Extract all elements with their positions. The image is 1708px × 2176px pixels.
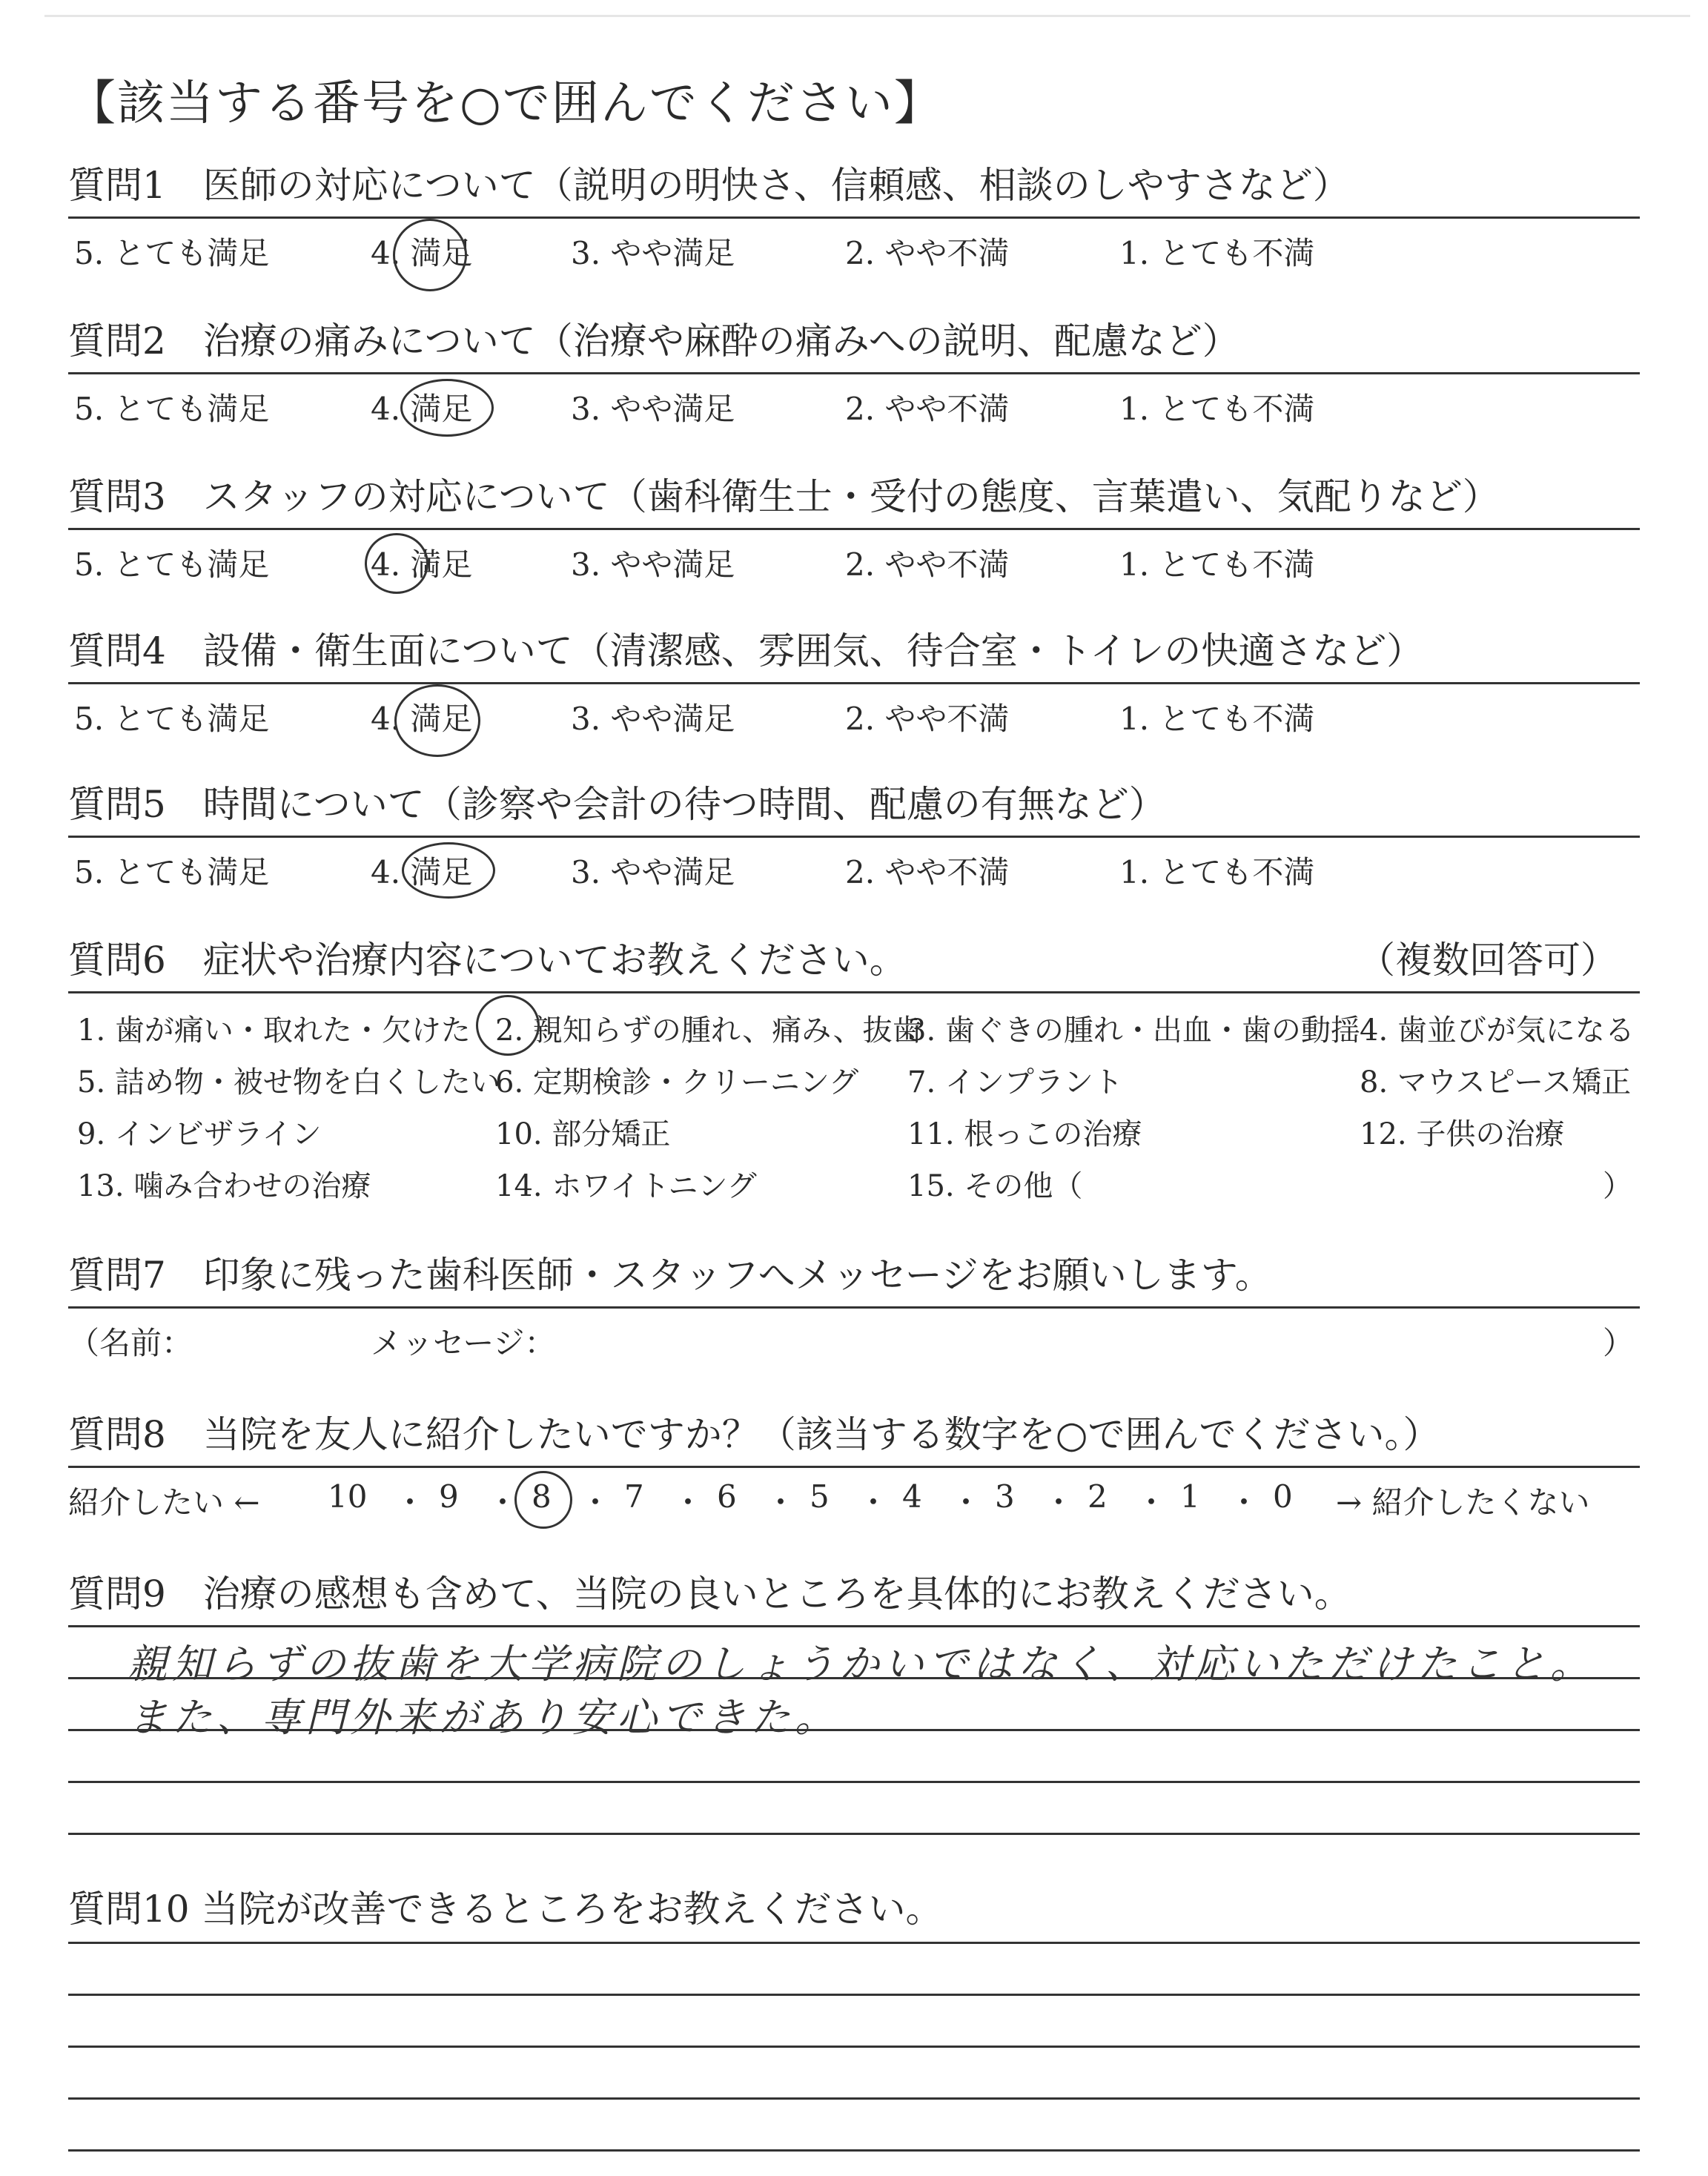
answer-line <box>68 2097 1640 2100</box>
answer-lines <box>68 1616 1640 1853</box>
question-7 <box>68 1253 1640 1363</box>
option-2[interactable]: 2. やや不満 <box>845 391 1010 427</box>
option-4[interactable]: 4. 満足 <box>371 701 473 737</box>
treatment-option[interactable]: 10. 部分矯正 <box>495 1117 671 1151</box>
option-3[interactable]: 3. やや満足 <box>571 854 735 890</box>
question-9 <box>68 1572 1640 1853</box>
selection-circle <box>394 684 480 757</box>
answer-line <box>68 1625 1640 1627</box>
scale-value[interactable]: 1 <box>1180 1478 1200 1515</box>
dot: ・ <box>394 1484 426 1521</box>
handwritten-answer-line-2: また、専門外来があり安心できた。 <box>128 1694 839 1741</box>
question-6-header <box>68 938 1640 982</box>
question-8-label: 質問8 当院を友人に紹介したいですか？（該当する数字を○で囲んでください。） <box>68 1413 1440 1456</box>
treatment-option-other[interactable]: 15. その他（ <box>907 1169 1083 1203</box>
dot: ・ <box>672 1484 704 1521</box>
question-2-label: 質問2 治療の痛みについて（治療や麻酔の痛みへの説明、配慮など） <box>68 320 1239 363</box>
option-4[interactable]: 4. 満足 <box>371 854 473 890</box>
scale-value[interactable]: 6 <box>717 1478 737 1515</box>
treatment-option[interactable]: 6. 定期検診・クリーニング <box>495 1065 859 1099</box>
treatment-option[interactable]: 14. ホワイトニング <box>495 1169 757 1203</box>
answer-line <box>68 2046 1640 2048</box>
divider <box>68 836 1640 838</box>
option-1[interactable]: 1. とても不満 <box>1119 391 1315 427</box>
question-2 <box>68 319 1640 429</box>
option-3[interactable]: 3. やや満足 <box>571 391 735 427</box>
top-border <box>44 15 1690 17</box>
scale-value[interactable]: 9 <box>439 1478 459 1515</box>
selection-circle <box>393 219 467 291</box>
page-title: 【該当する番号を○で囲んでください】 <box>68 76 943 131</box>
question-10 <box>68 1887 1640 2176</box>
answer-line <box>68 2149 1640 2152</box>
question-1-options <box>68 229 1640 274</box>
dot: ・ <box>1228 1484 1260 1521</box>
question-9-label: 質問9 治療の感想も含めて、当院の良いところを具体的にお教えください。 <box>68 1573 1351 1616</box>
treatment-options <box>68 1007 1640 1229</box>
treatment-option[interactable]: 8. マウスピース矯正 <box>1360 1065 1632 1099</box>
option-4[interactable]: 4. 満足 <box>371 235 473 271</box>
treatment-option[interactable]: 7. インプラント <box>907 1065 1123 1099</box>
question-3 <box>68 474 1640 585</box>
question-2-options <box>68 385 1640 429</box>
option-3[interactable]: 3. やや満足 <box>571 701 735 737</box>
question-1-label: 質問1 医師の対応について（説明の明快さ、信頼感、相談のしやすさなど） <box>68 164 1350 207</box>
question-8 <box>68 1412 1640 1523</box>
name-label: （名前： <box>68 1325 193 1361</box>
question-3-options <box>68 540 1640 585</box>
answer-line <box>68 1942 1640 1944</box>
treatment-option[interactable]: 1. 歯が痛い・取れた・欠けた <box>77 1013 471 1048</box>
scale-value[interactable]: 4 <box>902 1478 922 1515</box>
dot: ・ <box>580 1484 612 1521</box>
selection-circle <box>402 842 495 899</box>
dot: ・ <box>765 1484 797 1521</box>
treatment-option[interactable]: 3. 歯ぐきの腫れ・出血・歯の動揺 <box>907 1013 1360 1048</box>
recommendation-scale <box>68 1478 1640 1523</box>
selection-circle <box>514 1471 572 1529</box>
option-2[interactable]: 2. やや不満 <box>845 235 1010 271</box>
question-7-label: 質問7 印象に残った歯科医師・スタッフへメッセージをお願いします。 <box>68 1254 1272 1297</box>
scale-value[interactable]: 8 <box>532 1478 552 1515</box>
scale-value[interactable]: 10 <box>328 1478 368 1515</box>
question-4 <box>68 629 1640 739</box>
option-1[interactable]: 1. とても不満 <box>1119 854 1315 890</box>
scale-value[interactable]: 5 <box>810 1478 830 1515</box>
option-4[interactable]: 4. 満足 <box>371 391 473 427</box>
question-10-label: 質問10 当院が改善できるところをお教えください。 <box>68 1888 943 1931</box>
dot: ・ <box>1136 1484 1168 1521</box>
option-2[interactable]: 2. やや不満 <box>845 701 1010 737</box>
treatment-option[interactable]: 9. インビザライン <box>77 1117 322 1151</box>
divider <box>68 216 1640 219</box>
option-5[interactable]: 5. とても満足 <box>74 854 270 890</box>
option-5[interactable]: 5. とても満足 <box>74 546 270 583</box>
scale-right-label: → 紹介したくない <box>1336 1484 1590 1521</box>
question-6 <box>68 938 1640 1229</box>
option-2[interactable]: 2. やや不満 <box>845 546 1010 583</box>
question-1 <box>68 163 1640 274</box>
dot: ・ <box>858 1484 890 1521</box>
divider <box>68 528 1640 530</box>
dot: ・ <box>1043 1484 1075 1521</box>
question-7-fields <box>68 1319 1640 1363</box>
answer-line <box>68 1994 1640 1996</box>
option-5[interactable]: 5. とても満足 <box>74 391 270 427</box>
option-2[interactable]: 2. やや不満 <box>845 854 1010 890</box>
answer-line <box>68 1833 1640 1835</box>
scale-value[interactable]: 2 <box>1088 1478 1108 1515</box>
question-5-label: 質問5 時間について（診察や会計の待つ時間、配慮の有無など） <box>68 783 1166 826</box>
dot: ・ <box>950 1484 982 1521</box>
question-6-label: 質問6 症状や治療内容についてお教えください。 <box>68 939 907 982</box>
option-5[interactable]: 5. とても満足 <box>74 701 270 737</box>
divider <box>68 1306 1640 1309</box>
answer-line <box>68 1781 1640 1783</box>
dot: ・ <box>487 1484 519 1521</box>
option-1[interactable]: 1. とても不満 <box>1119 701 1315 737</box>
message-label: メッセージ： <box>371 1325 556 1361</box>
multiple-answers-note: （複数回答可） <box>1358 939 1618 982</box>
divider <box>68 372 1640 374</box>
option-5[interactable]: 5. とても満足 <box>74 235 270 271</box>
treatment-option[interactable]: 2. 親知らずの腫れ、痛み、抜歯 <box>495 1013 922 1048</box>
answer-lines <box>68 1931 1640 2176</box>
selection-circle <box>365 533 428 594</box>
other-close-paren: ） <box>1603 1169 1632 1203</box>
divider <box>68 1466 1640 1468</box>
question-5-options <box>68 848 1640 893</box>
scale-value[interactable]: 3 <box>995 1478 1015 1515</box>
handwritten-answer-line-1: 親知らずの抜歯を大学病院のしょうかいではなく、対応いただけたこと。 <box>128 1641 1595 1687</box>
treatment-option[interactable]: 11. 根っこの治療 <box>907 1117 1142 1151</box>
treatment-option[interactable]: 13. 噛み合わせの治療 <box>77 1169 371 1203</box>
question-3-label: 質問3 スタッフの対応について（歯科衛生士・受付の態度、言葉遣い、気配りなど） <box>68 475 1500 518</box>
close-paren: ） <box>1603 1325 1635 1361</box>
question-4-label: 質問4 設備・衛生面について（清潔感、雰囲気、待合室・トイレの快適さなど） <box>68 629 1424 672</box>
option-4[interactable]: 4. 満足 <box>371 546 473 583</box>
scale-value[interactable]: 0 <box>1273 1478 1293 1515</box>
option-3[interactable]: 3. やや満足 <box>571 546 735 583</box>
option-3[interactable]: 3. やや満足 <box>571 235 735 271</box>
treatment-option[interactable]: 12. 子供の治療 <box>1360 1117 1565 1151</box>
divider <box>68 682 1640 684</box>
treatment-option[interactable]: 5. 詰め物・被せ物を白くしたい <box>77 1065 500 1099</box>
divider <box>68 991 1640 993</box>
treatment-option[interactable]: 4. 歯並びが気になる <box>1360 1013 1635 1048</box>
selection-circle <box>400 379 494 437</box>
scale-value[interactable]: 7 <box>624 1478 644 1515</box>
selection-circle <box>476 995 540 1056</box>
question-4-options <box>68 695 1640 739</box>
option-1[interactable]: 1. とても不満 <box>1119 546 1315 583</box>
question-5 <box>68 782 1640 893</box>
option-1[interactable]: 1. とても不満 <box>1119 235 1315 271</box>
scale-left-label: 紹介したい ← <box>68 1484 260 1521</box>
